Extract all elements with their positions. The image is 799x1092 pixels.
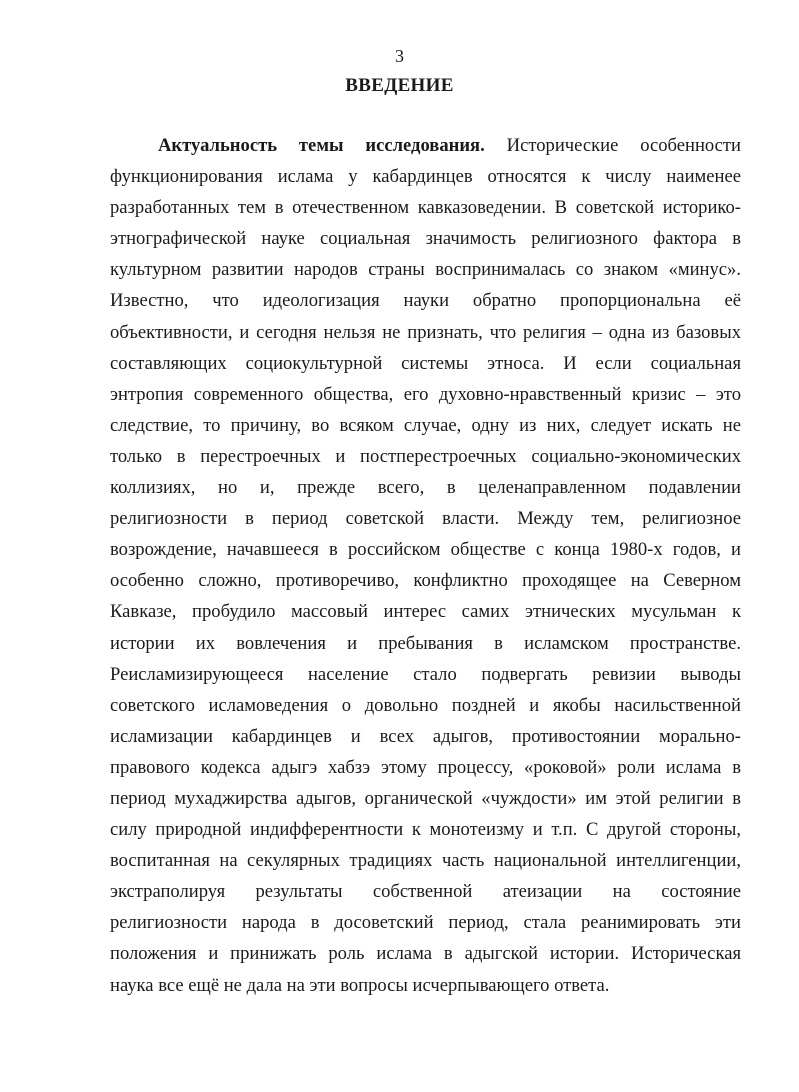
line-text: только в перестроечных и постперестроечных социально-экономических — [110, 445, 741, 467]
text-line — [110, 628, 741, 659]
line-text: исламизации кабардинцев и всех адыгов, противостоянии морально- — [110, 725, 741, 747]
text-line — [110, 130, 741, 161]
line-text: этнографической науке социальная значимость религиозного фактора в — [110, 228, 741, 250]
section-heading: ВВЕДЕНИЕ — [345, 75, 454, 96]
text-line — [110, 970, 741, 1001]
line-text: воспитанная на секулярных традициях часть национальной интеллигенции, — [110, 850, 741, 872]
line-text: экстраполируя результаты собственной атеизации на состояние — [110, 881, 741, 903]
text-line — [110, 721, 741, 752]
text-line — [110, 223, 741, 254]
line-text: Кавказе, пробудило массовый интерес самих этнических мусульман к — [110, 601, 741, 623]
line-text: функционирования ислама у кабардинцев относятся к числу наименее — [110, 166, 741, 188]
line-text: положения и принижать роль ислама в адыгской истории. Историческая — [110, 943, 741, 965]
line-text: культурном развитии народов страны воспринималась со знаком «минус». — [110, 259, 741, 281]
line-text: следствие, то причину, во всяком случае, одну из них, следует искать не — [110, 414, 741, 436]
line-text: составляющих социокультурной системы этноса. И если социальная — [110, 352, 741, 374]
line-text: возрождение, начавшееся в российском обществе с конца 1980-х годов, и — [110, 539, 741, 561]
text-line — [110, 161, 741, 192]
line-text: правового кодекса адыгэ хабзэ этому процессу, «роковой» роли ислама в — [110, 756, 741, 778]
line-text: Реисламизирующееся население стало подвергать ревизии выводы — [110, 663, 741, 685]
text-line — [110, 690, 741, 721]
topic-label: Актуальность темы исследования. — [158, 135, 485, 156]
line-text: энтропия современного общества, его духовно-нравственный кризис – это — [110, 383, 741, 405]
text-line — [110, 254, 741, 285]
text-line — [110, 410, 741, 441]
line-text: религиозности народа в досоветский период, стала реанимировать эти — [110, 912, 741, 934]
text-line — [110, 752, 741, 783]
text-line — [110, 534, 741, 565]
line-text: истории их вовлечения и пребывания в исламском пространстве. — [110, 632, 741, 654]
text-line — [110, 348, 741, 379]
line-text: наука все ещё не дала на эти вопросы исчерпывающего ответа. — [110, 974, 610, 996]
line-text: разработанных тем в отечественном кавказоведении. В советской историко- — [110, 197, 741, 219]
line-text: коллизиях, но и, прежде всего, в целенаправленном подавлении — [110, 477, 741, 499]
text-line — [110, 845, 741, 876]
text-line — [110, 938, 741, 969]
text-line — [110, 659, 741, 690]
text-line — [110, 907, 741, 938]
line-text: религиозности в период советской власти. Между тем, религиозное — [110, 508, 741, 530]
line-text: Известно, что идеологизация науки обратно пропорциональна её — [110, 290, 741, 312]
text-line — [110, 503, 741, 534]
line-text: Исторические особенности — [484, 135, 741, 156]
text-line — [110, 596, 741, 627]
text-line — [110, 441, 741, 472]
text-line — [110, 317, 741, 348]
text-line — [110, 814, 741, 845]
line-text: период мухаджирства адыгов, органической «чуждости» им этой религии в — [110, 787, 741, 809]
line-text: объективности, и сегодня нельзя не признать, что религия – одна из базовых — [110, 321, 741, 343]
text-line — [110, 783, 741, 814]
text-line — [110, 565, 741, 596]
text-line — [110, 285, 741, 316]
line-text: советского исламоведения о довольно поздней и якобы насильственной — [110, 694, 741, 716]
line-text: особенно сложно, противоречиво, конфликтно проходящее на Северном — [110, 570, 741, 592]
page-number: 3 — [395, 46, 404, 66]
text-line — [110, 876, 741, 907]
body-text — [110, 130, 741, 1001]
text-line — [110, 379, 741, 410]
text-line — [110, 472, 741, 503]
text-line — [110, 192, 741, 223]
line-text: силу природной индифферентности к монотеизму и т.п. С другой стороны, — [110, 819, 741, 841]
